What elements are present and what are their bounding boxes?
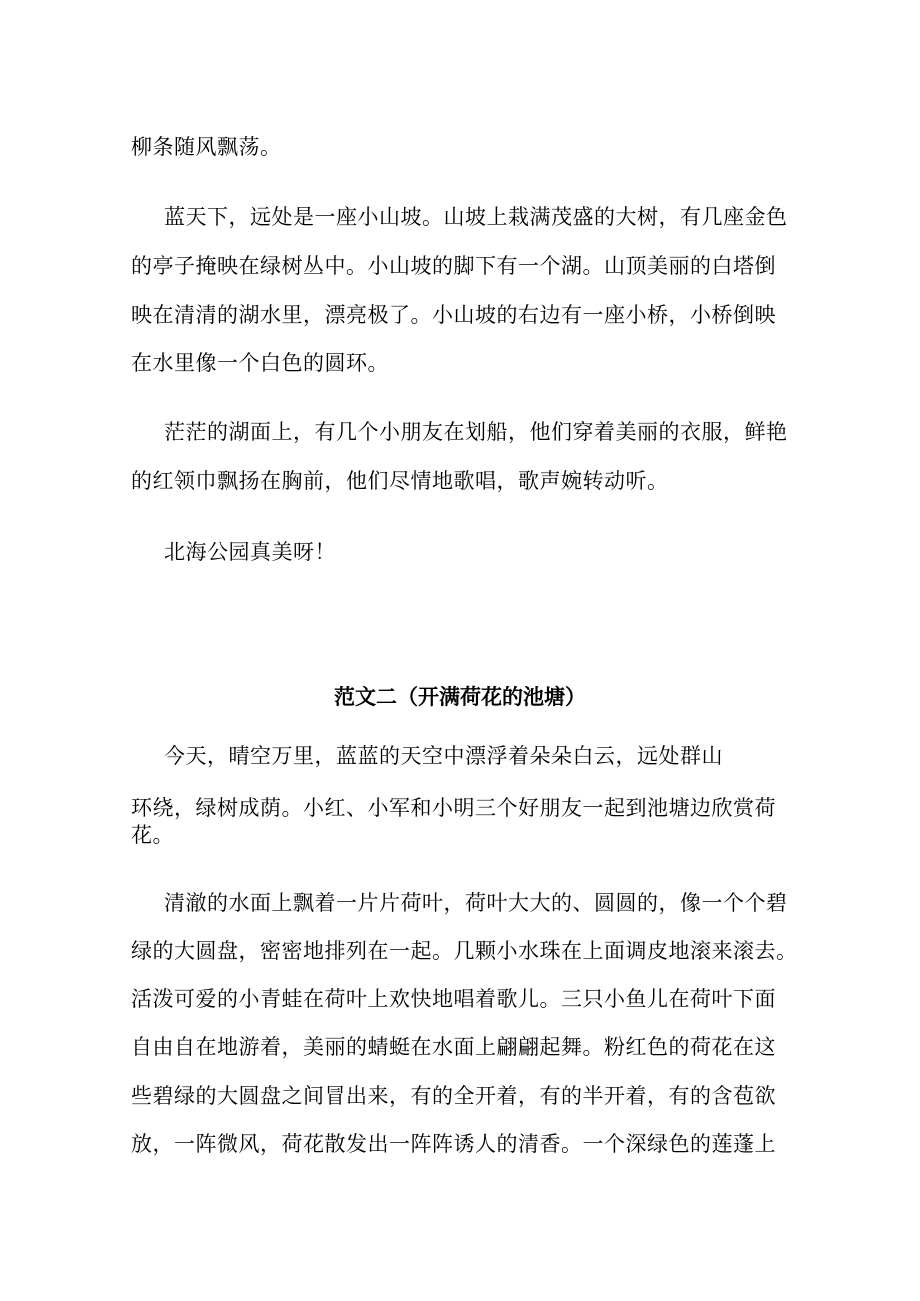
paragraph-line: 蓝天下，远处是一座小山坡。山坡上栽满茂盛的大树，有几座金色 bbox=[164, 205, 788, 229]
paragraph-line: 活泼可爱的小青蛙在荷叶上欢快地唱着歌儿。三只小鱼儿在荷叶下面 bbox=[131, 987, 776, 1011]
paragraph-line: 些碧绿的大圆盘之间冒出来，有的全开着，有的半开着，有的含苞欲 bbox=[131, 1084, 776, 1108]
paragraph-line: 自由自在地游着，美丽的蜻蜓在水面上翩翩起舞。粉红色的荷花在这 bbox=[131, 1035, 776, 1059]
paragraph-line: 环绕，绿树成荫。小红、小军和小明三个好朋友一起到池塘边欣赏荷 bbox=[131, 796, 776, 820]
paragraph-line: 清澈的水面上飘着一片片荷叶，荷叶大大的、圆圆的，像一个个碧 bbox=[164, 891, 788, 915]
paragraph-line: 在水里像一个白色的圆环。 bbox=[131, 351, 389, 375]
paragraph-line: 花。 bbox=[131, 823, 174, 847]
paragraph-line: 茫茫的湖面上，有几个小朋友在划船，他们穿着美丽的衣服，鲜艳 bbox=[164, 420, 788, 444]
paragraph-line: 的亭子掩映在绿树丛中。小山坡的脚下有一个湖。山顶美丽的白塔倒 bbox=[131, 254, 776, 278]
paragraph-line: 绿的大圆盘，密密地排列在一起。几颗小水珠在上面调皮地滚来滚去。 bbox=[131, 939, 798, 963]
paragraph-line: 柳条随风飘荡。 bbox=[131, 135, 282, 159]
essay-title: 范文二（开满荷花的池塘） bbox=[334, 685, 586, 709]
paragraph-line: 今天，晴空万里，蓝蓝的天空中漂浮着朵朵白云，远处群山 bbox=[164, 744, 723, 768]
paragraph-line: 映在清清的湖水里，漂亮极了。小山坡的右边有一座小桥，小桥倒映 bbox=[131, 303, 776, 327]
paragraph-line: 北海公园真美呀！ bbox=[164, 540, 336, 564]
paragraph-line: 的红领巾飘扬在胸前，他们尽情地歌唱，歌声婉转动听。 bbox=[131, 469, 669, 493]
paragraph-line: 放，一阵微风，荷花散发出一阵阵诱人的清香。一个深绿色的莲蓬上 bbox=[131, 1132, 776, 1156]
